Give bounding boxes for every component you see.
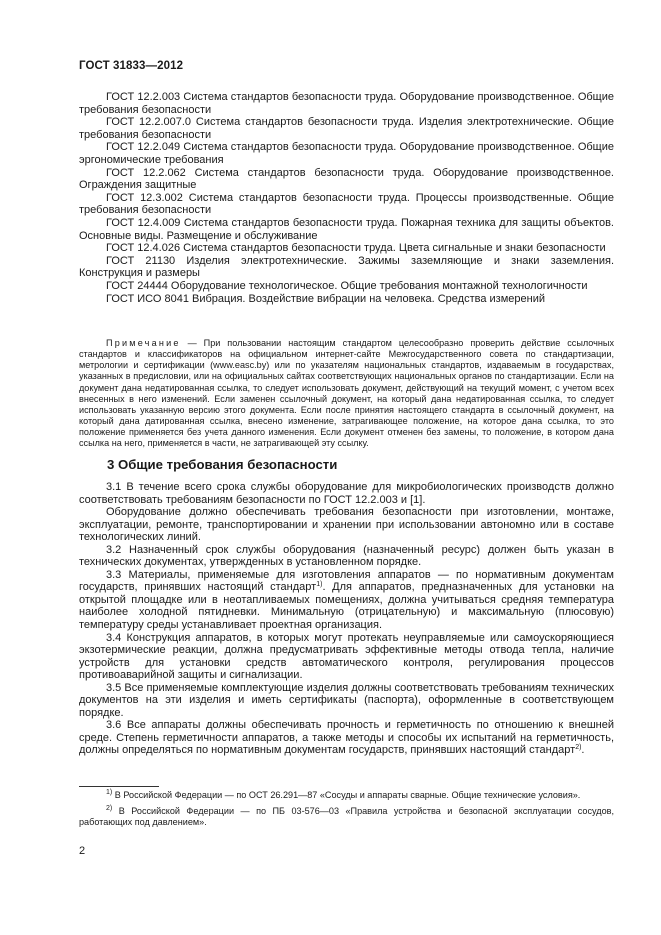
page-number: 2: [79, 845, 86, 857]
paragraph-3-1: 3.1 В течение всего срока службы оборудование для микробиологических производств должно соответствовать требованиям безопасности по ГОСТ 12.2.003 и [1].: [79, 481, 614, 506]
footnote-ref-1: 1): [316, 581, 323, 589]
reference-item: ГОСТ 21130 Изделия электротехнические. Зажимы заземляющие и знаки заземления. Конструкция и размеры: [79, 254, 614, 280]
paragraph-3-6-text: 3.6 Все аппараты должны обеспечивать прочность и герметичность по отношению к внешней среде. Степень герметичности аппаратов, а также методы и способы их испытаний на герметичность, должны определяться по нормативным документам государств, принявших настоящий стандарт: [79, 719, 614, 757]
normative-references-list: [79, 91, 614, 305]
paragraph-3-3: [79, 569, 614, 632]
footnote-divider: [79, 786, 159, 787]
footnotes: [79, 790, 614, 829]
footnote-mark: 1): [106, 789, 113, 796]
reference-item: ГОСТ 12.2.062 Система стандартов безопасности труда. Оборудование производственное. Ограждения защитные: [79, 166, 614, 192]
paragraph-3-4: 3.4 Конструкция аппаратов, в которых могут протекать неуправляемые или самоускоряющиеся экзотермические реакции, должна предусматривать эффективные методы отвода тепла, наличие устройств для установки средств автоматического контроля, регулирования процессов противоаварийной защиты и сигнализации.: [79, 631, 614, 682]
note-paragraph: [79, 338, 614, 450]
footnote-ref-2: 2): [575, 744, 582, 752]
footnote-text: В Российской Федерации — по ОСТ 26.291—87 «Сосуды и аппараты сварные. Общие технические условия».: [112, 790, 581, 800]
footnote-mark: 2): [106, 804, 113, 812]
paragraph-3-3-text: 3.3 Материалы, применяемые для изготовления аппаратов — по нормативным документам государств, принявших настоящий стандарт: [79, 568, 614, 594]
document-header: ГОСТ 31833—2012: [79, 60, 184, 72]
reference-item: ГОСТ 24444 Оборудование технологическое. Общие требования монтажной технологичности: [106, 279, 588, 292]
paragraph-3-2: 3.2 Назначенный срок службы оборудования (назначенный ресурс) должен быть указан в технических документах, утвержденных в установленном порядке.: [79, 543, 614, 569]
section-heading: 3 Общие требования безопасности: [107, 457, 338, 472]
reference-item: ГОСТ 12.4.026 Система стандартов безопасности труда. Цвета сигнальные и знаки безопасности: [106, 242, 606, 255]
footnote-1: [79, 790, 614, 802]
reference-item: ГОСТ 12.2.007.0 Система стандартов безопасности труда. Изделия электротехнические. Общие требования безопасности: [79, 116, 614, 141]
note-label: Примечание: [106, 338, 181, 348]
paragraph-3-1-continued: Оборудование должно обеспечивать требования безопасности при изготовлении, монтаже, эксплуатации, ремонте, транспортировании и хранении при использовании автономно или в составе технологических линий.: [79, 506, 614, 544]
reference-item: ГОСТ 12.2.003 Система стандартов безопасности труда. Оборудование производственное. Общие требования безопасности: [79, 91, 614, 116]
footnote-2: [79, 806, 614, 829]
paragraph-3-6-text-end: .: [581, 744, 585, 757]
note-block: [79, 338, 614, 450]
reference-item: ГОСТ 12.2.049 Система стандартов безопасности труда. Оборудование производственное. Общие эргономические требования: [79, 141, 614, 166]
footnote-text: В Российской Федерации — по ПБ 03-576—03 «Правила устройства и безопасной эксплуатации сосудов, работающих под давлением».: [79, 805, 614, 828]
note-text: — При пользовании настоящим стандартом целесообразно проверить действие ссылочных стандартов и классификаторов на официальном интернет-сайте Межгосударственного совета по стандартизации, метрологии и сертификации (www.easc.by) или по указателям национальных стандартов, издаваемым в государствах, указанных в предисловии, или на официальных сайтах соответствующих национальных органов по стандартизации. Если на документ дана недатированная ссылка, то следует использовать документ, действующий на текущий момент, с учетом всех внесенных в него изменений. Если заменен ссылочный документ, на который дана недатированная ссылка, то следует использовать указанную версию этого документа. Если после принятия настоящего стандарта в ссылочный документ, на который дана датированная ссылка, внесено изменение, затрагивающее положение, на которое дана ссылка, то это положение применяется без учета данного изменения. Если документ отменен без замены, то положение, в котором дана ссылка на него, применяется в части, не затрагивающей эту ссылку.: [79, 338, 614, 449]
reference-item: ГОСТ 12.3.002 Система стандартов безопасности труда. Процессы производственные. Общие требования безопасности: [79, 191, 614, 217]
section-body: [79, 481, 614, 757]
reference-item: ГОСТ 12.4.009 Система стандартов безопасности труда. Пожарная техника для защиты объектов. Основные виды. Размещение и обслуживание: [79, 216, 614, 242]
paragraph-3-5: 3.5 Все применяемые комплектующие изделия должны соответствовать требованиям технических документов на эти изделия и иметь сертификаты (паспорта), оформленные в соответствующем порядке.: [79, 681, 614, 719]
paragraph-3-6: [79, 719, 614, 757]
paragraph-3-3-text-end: . Для аппаратов, предназначенных для установки на открытой площадке или в неотапливаемых помещениях, должна учитываться средняя температура наиболее холодной пятидневки. Минимальную (отрицательную) и максимальную (плюсовую) температуру среды устанавливает проектная организация.: [79, 581, 614, 632]
reference-item: ГОСТ ИСО 8041 Вибрация. Воздействие вибрации на человека. Средства измерений: [106, 292, 545, 305]
